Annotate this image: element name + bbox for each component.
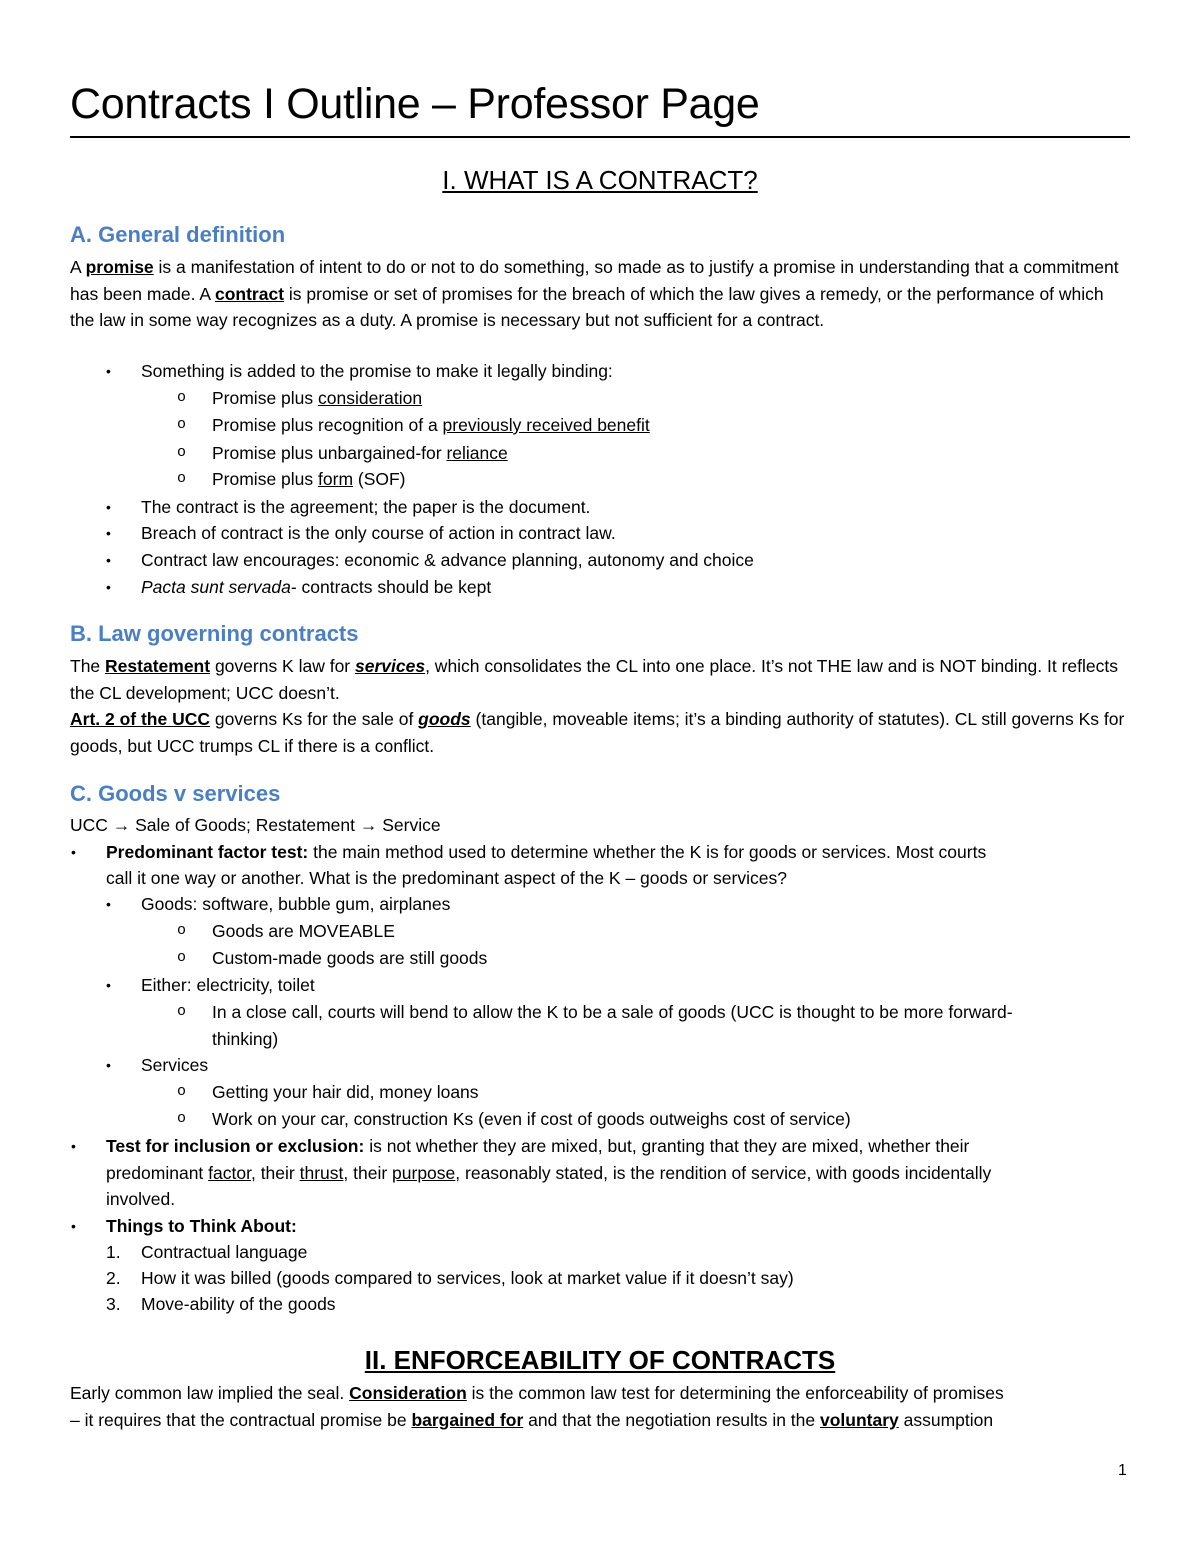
bullet-icon: •	[71, 1218, 76, 1234]
list-item: In a close call, courts will bend to allow the K to be a sale of goods (UCC is thought to be more forward-	[212, 1002, 1013, 1022]
numbered-item: Contractual language	[141, 1242, 308, 1262]
bullet-icon: •	[106, 896, 111, 912]
list-item-continued: predominant factor, their thrust, their purpose, reasonably stated, is the rendition of service, with goods incidentally	[106, 1163, 992, 1183]
page-number: 1	[1118, 1462, 1127, 1479]
list-item: Test for inclusion or exclusion: is not whether they are mixed, but, granting that they are mixed, whether their	[106, 1136, 970, 1156]
numbered-item: Move-ability of the goods	[141, 1294, 336, 1314]
enforceability-line-2: – it requires that the contractual promise be bargained for and that the negotiation results in the voluntary assumption	[70, 1410, 994, 1430]
restatement-paragraph: The Restatement governs K law for services, which consolidates the CL into one place. It’s not THE law and is NOT binding. It reflects the CL development; UCC doesn’t.	[70, 656, 1118, 703]
list-item-continued: thinking)	[212, 1029, 279, 1049]
sub-bullet-icon: o	[177, 1003, 187, 1020]
list-item: Breach of contract is the only course of action in contract law.	[141, 523, 616, 543]
list-item: Promise plus recognition of a previously received benefit	[212, 415, 650, 435]
ucc-paragraph: Art. 2 of the UCC governs Ks for the sale of goods (tangible, moveable items; it’s a binding authority of statutes). CL still governs Ks for goods, but UCC trumps CL if there is a conflict.	[70, 709, 1125, 756]
list-number: 1.	[106, 1242, 121, 1262]
list-item: The contract is the agreement; the paper is the document.	[141, 497, 591, 517]
subheading-goods-services: C. Goods v services	[70, 781, 281, 806]
list-item: Goods are MOVEABLE	[212, 921, 395, 941]
bullet-icon: •	[106, 579, 111, 595]
list-item: Promise plus form (SOF)	[212, 469, 406, 489]
enforceability-line-1: Early common law implied the seal. Consideration is the common law test for determining the enforceability of promises	[70, 1383, 1004, 1403]
bullet-icon: •	[106, 525, 111, 541]
list-item: Work on your car, construction Ks (even if cost of goods outweighs cost of service)	[212, 1109, 851, 1129]
list-item: Services	[141, 1055, 209, 1075]
list-item: Predominant factor test: the main method used to determine whether the K is for goods or services. Most courts	[106, 842, 987, 862]
sub-bullet-icon: o	[177, 1110, 187, 1127]
list-number: 3.	[106, 1294, 121, 1314]
section-heading-2: II. ENFORCEABILITY OF CONTRACTS	[364, 1345, 836, 1375]
bullet-icon: •	[106, 1057, 111, 1073]
list-item-continued: call it one way or another. What is the predominant aspect of the K – goods or services?	[106, 868, 787, 888]
bullet-icon: •	[71, 844, 76, 860]
list-number: 2.	[106, 1268, 121, 1288]
sub-bullet-icon: o	[177, 444, 187, 461]
subheading-law-governing: B. Law governing contracts	[70, 621, 359, 646]
list-item: Getting your hair did, money loans	[212, 1082, 479, 1102]
section-heading-1: I. WHAT IS A CONTRACT?	[442, 165, 758, 195]
list-item: Pacta sunt servada- contracts should be kept	[141, 577, 492, 597]
list-item: Either: electricity, toilet	[141, 975, 315, 995]
definition-paragraph: A promise is a manifestation of intent to do or not to do something, so made as to justify a promise in understanding that a commitment has been made. A contract is promise or set of promises for the breach of which the law gives a remedy, or the performance of which the law in some way recognizes as a duty. A promise is necessary but not sufficient for a contract.	[70, 257, 1119, 330]
sub-bullet-icon: o	[177, 949, 187, 966]
subheading-general-definition: A. General definition	[70, 222, 286, 247]
term-contract: contract	[214, 283, 285, 304]
list-item: Contract law encourages: economic & advance planning, autonomy and choice	[141, 550, 754, 570]
sub-bullet-icon: o	[177, 922, 187, 939]
page-title: Contracts I Outline – Professor Page	[70, 78, 1130, 138]
sub-bullet-icon: o	[177, 389, 187, 406]
ucc-restatement-line: UCC → Sale of Goods; Restatement → Service	[70, 815, 441, 835]
list-item: Things to Think About:	[106, 1216, 297, 1236]
list-item-continued: involved.	[106, 1189, 176, 1209]
numbered-item: How it was billed (goods compared to services, look at market value if it doesn’t say)	[141, 1268, 794, 1288]
term-promise: promise	[85, 257, 154, 277]
sub-bullet-icon: o	[177, 1083, 187, 1100]
sub-bullet-icon: o	[177, 470, 187, 487]
bullet-icon: •	[106, 977, 111, 993]
list-item: Custom-made goods are still goods	[212, 948, 488, 968]
list-item: Goods: software, bubble gum, airplanes	[141, 894, 451, 914]
bullet-icon: •	[106, 363, 111, 379]
list-item: Something is added to the promise to make it legally binding:	[141, 361, 613, 381]
sub-bullet-icon: o	[177, 416, 187, 433]
list-item: Promise plus consideration	[212, 388, 423, 408]
bullet-icon: •	[106, 552, 111, 568]
bullet-icon: •	[71, 1138, 76, 1154]
list-item: Promise plus unbargained-for reliance	[212, 443, 508, 463]
bullet-icon: •	[106, 499, 111, 515]
